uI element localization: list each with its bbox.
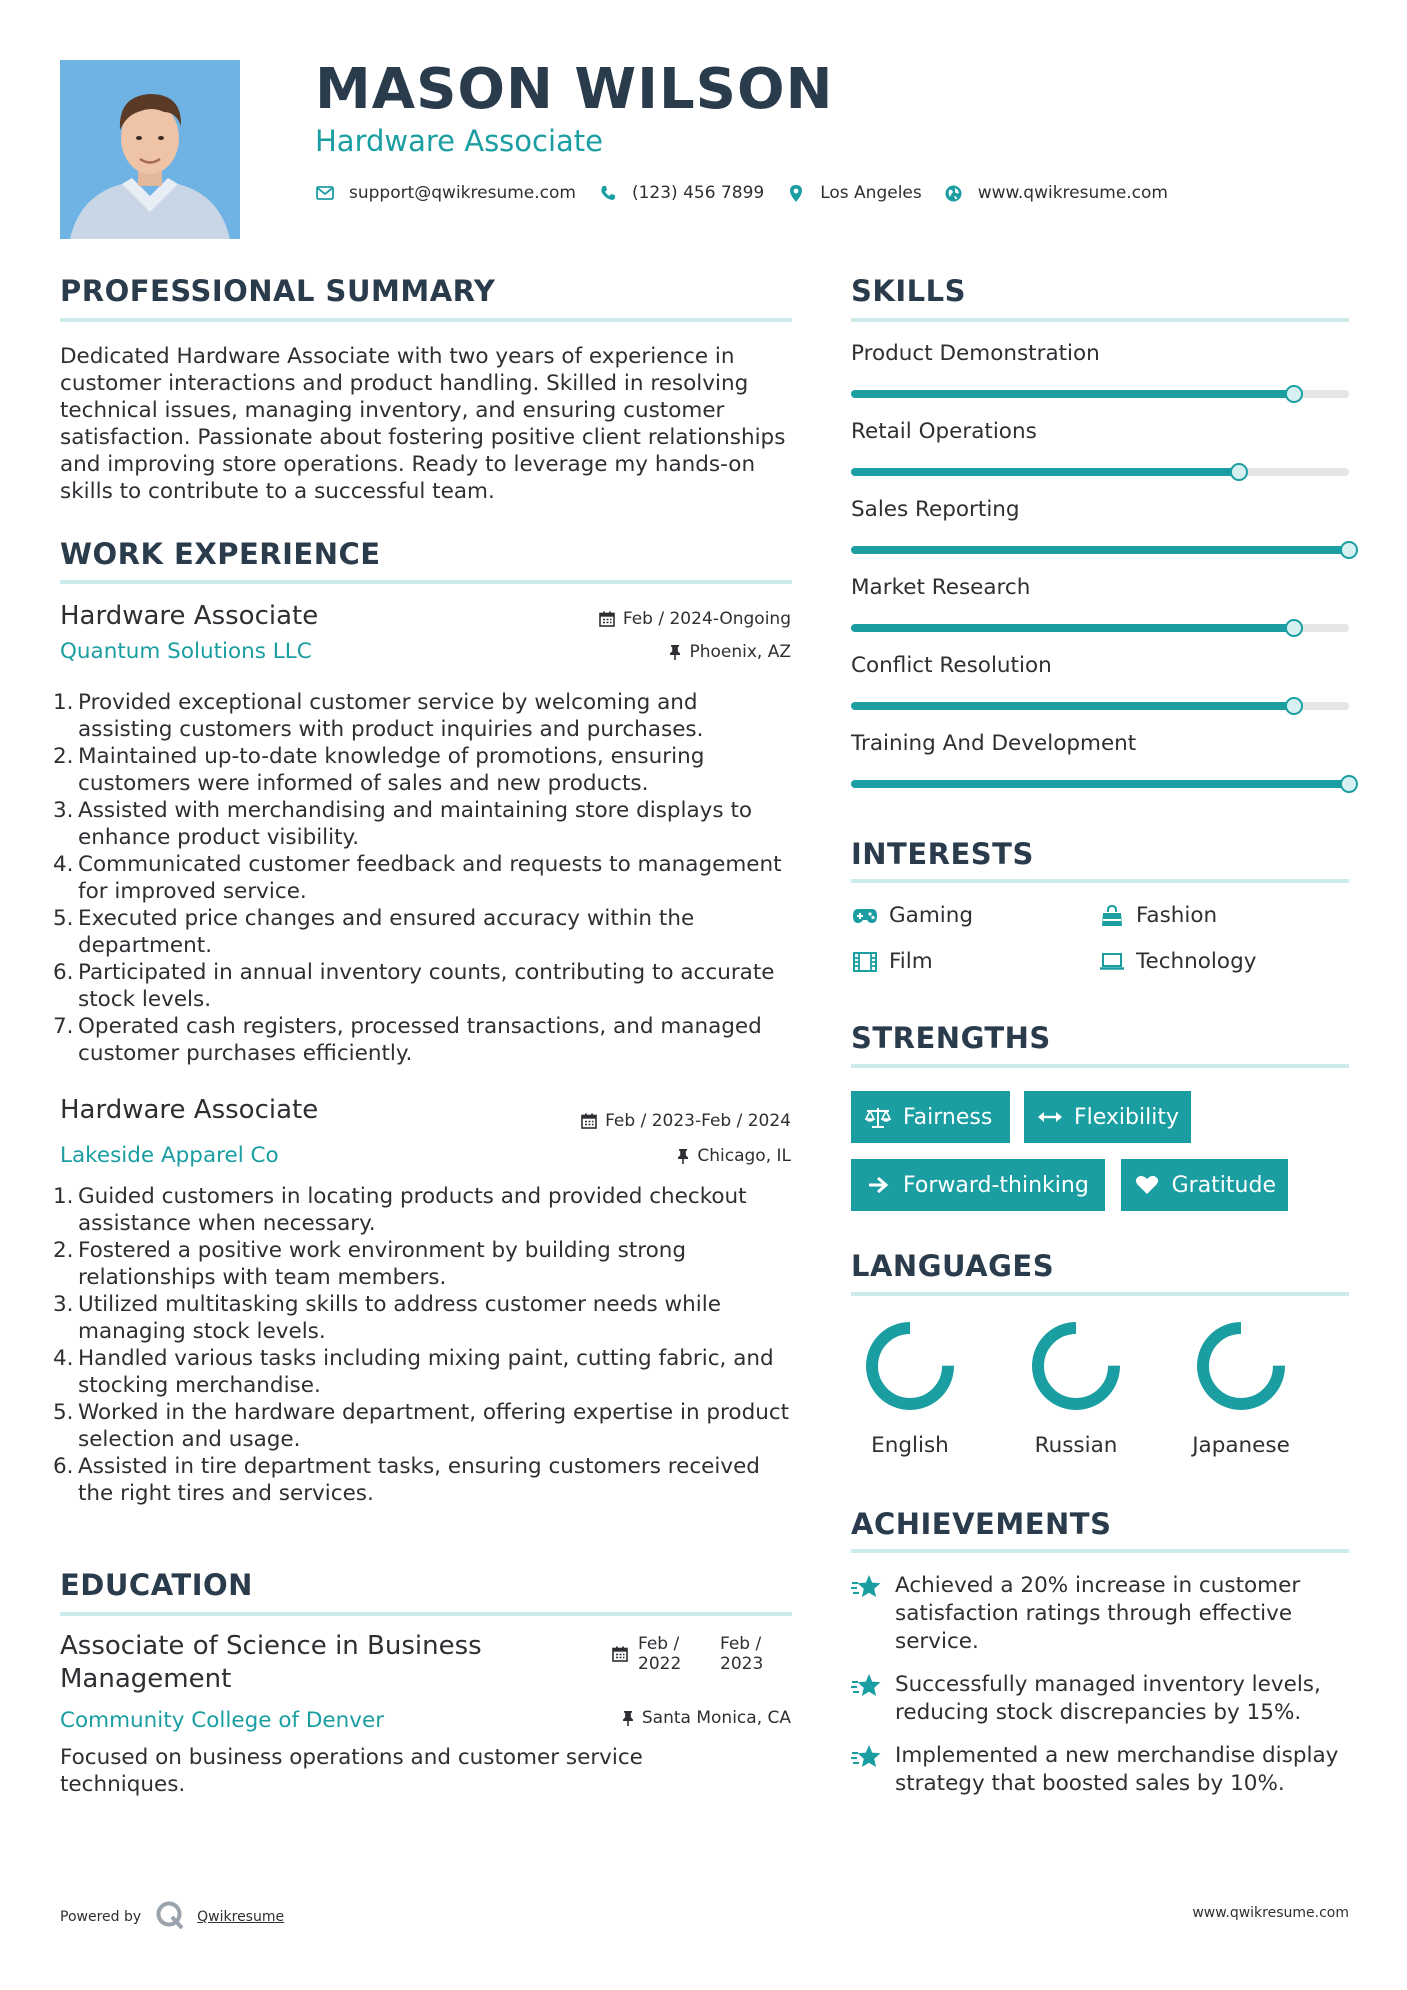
job-dates-text: Feb / 2024-Ongoing	[622, 609, 791, 629]
arrows-horizontal-icon	[1036, 1105, 1064, 1129]
powered-by	[60, 1900, 284, 1934]
star-icon	[851, 1742, 895, 1798]
languages-divider	[851, 1292, 1349, 1296]
job-bullets	[50, 689, 795, 1067]
language-item	[1176, 1318, 1306, 1460]
powered-by-label: Powered by	[60, 1909, 142, 1925]
interest-technology	[1098, 948, 1256, 976]
language-item	[1011, 1318, 1141, 1460]
strength-label: Forward-thinking	[903, 1172, 1089, 1198]
contact-bar	[315, 178, 1190, 208]
skill-bar-track	[851, 624, 1349, 632]
skills-divider	[851, 318, 1349, 322]
list-item: 1. Provided exceptional customer service by welcoming and assisting customers with product inquiries and purchases.	[53, 690, 704, 742]
pushpin-icon	[622, 1710, 634, 1726]
list-item: 3. Utilized multitasking skills to address customer needs while managing stock levels.	[53, 1292, 721, 1344]
calendar-icon	[612, 1646, 628, 1662]
interest-label: Film	[889, 949, 933, 974]
skill-bar-track	[851, 780, 1349, 788]
list-item: 2. Fostered a positive work environment by building strong relationships with team members.	[53, 1238, 687, 1290]
skill-bar-fill	[851, 702, 1294, 710]
interest-gaming	[851, 902, 973, 930]
job-location	[669, 641, 791, 663]
interest-fashion	[1098, 902, 1217, 930]
job-company: Quantum Solutions LLC	[60, 639, 312, 664]
arrow-right-icon	[863, 1173, 893, 1197]
list-item: 2. Maintained up-to-date knowledge of promotions, ensuring customers were informed of sales and new products.	[53, 744, 705, 796]
education-description: Focused on business operations and customer service techniques.	[60, 1745, 643, 1797]
interest-label: Technology	[1136, 949, 1257, 974]
language-label: English	[871, 1433, 949, 1458]
job-dates	[599, 608, 791, 630]
candidate-name: MASON WILSON	[315, 57, 834, 122]
calendar-icon	[599, 611, 615, 627]
achievements-heading: ACHIEVEMENTS	[851, 1507, 1112, 1541]
phone-icon	[598, 183, 618, 203]
list-item: 7. Operated cash registers, processed transactions, and managed customer purchases efficiently.	[53, 1014, 762, 1066]
star-icon	[851, 1572, 895, 1656]
achievement-item	[851, 1742, 1349, 1798]
strength-flexibility	[1024, 1091, 1191, 1143]
achievements-divider	[851, 1549, 1349, 1553]
language-item	[845, 1318, 975, 1460]
achievement-text: Achieved a 20% increase in customer satisfaction ratings through effective service.	[895, 1573, 1301, 1654]
star-icon	[851, 1671, 895, 1727]
education-divider	[60, 1612, 792, 1616]
summary-text: Dedicated Hardware Associate with two years of experience in customer interactions and product handling. Skilled in resolving technical issues, managing inventory, and ensuring customer satisfaction. Passionate about fostering positive client relationships and improving store operations. Ready to leverage my hands-on skills to contribute to a successful team.	[60, 344, 786, 504]
interests-divider	[851, 879, 1349, 883]
language-level-ring	[1028, 1318, 1124, 1414]
list-item: 4. Handled various tasks including mixing paint, cutting fabric, and stocking merchandise.	[53, 1346, 774, 1398]
job-location-text: Chicago, IL	[697, 1146, 791, 1166]
skill-label: Product Demonstration	[851, 341, 1100, 366]
language-label: Russian	[1034, 1433, 1118, 1458]
pushpin-icon	[669, 644, 681, 660]
strength-label: Flexibility	[1074, 1104, 1179, 1130]
skill-bar-fill	[851, 390, 1294, 398]
education-end: Feb / 2023	[720, 1634, 764, 1674]
strength-gratitude	[1121, 1159, 1288, 1211]
skill-bar-track	[851, 390, 1349, 398]
language-level-ring	[862, 1318, 958, 1414]
heart-icon	[1133, 1173, 1162, 1197]
list-item: 6. Assisted in tire department tasks, ensuring customers received the right tires and services.	[53, 1454, 760, 1506]
job-location	[677, 1145, 791, 1167]
degree-title: Associate of Science in Business Management	[60, 1631, 482, 1694]
shopping-bag-icon	[1098, 904, 1126, 928]
list-item: 6. Participated in annual inventory counts, contributing to accurate stock levels.	[53, 960, 775, 1012]
skill-level-handle	[1340, 775, 1358, 793]
skill-bar-fill	[851, 468, 1239, 476]
job-title: Hardware Associate	[60, 601, 319, 631]
interest-label: Gaming	[889, 903, 974, 928]
achievement-text: Implemented a new merchandise display strategy that boosted sales by 10%.	[895, 1743, 1339, 1796]
list-item: 5. Worked in the hardware department, offering expertise in product selection and usage.	[53, 1400, 790, 1452]
strength-label: Fairness	[903, 1104, 993, 1130]
job-title: Hardware Associate	[60, 1095, 319, 1125]
education-location	[622, 1707, 791, 1729]
job-dates	[581, 1110, 791, 1132]
list-item: 1. Guided customers in locating products and provided checkout assistance when necessary.	[53, 1184, 747, 1236]
pushpin-icon	[677, 1148, 689, 1164]
job-location-text: Phoenix, AZ	[689, 642, 791, 662]
skill-label: Market Research	[851, 575, 1031, 600]
contact-website[interactable]: www.qwikresume.com	[977, 183, 1168, 203]
summary-heading: PROFESSIONAL SUMMARY	[60, 274, 496, 308]
qwikresume-logo-icon	[155, 1900, 185, 1934]
education-location-text: Santa Monica, CA	[641, 1708, 791, 1728]
map-marker-icon	[786, 183, 806, 203]
strength-fairness	[851, 1091, 1010, 1143]
education-start: Feb / 2022	[638, 1634, 682, 1674]
list-item: 5. Executed price changes and ensured accuracy within the department.	[53, 906, 695, 958]
skill-bar-fill	[851, 780, 1349, 788]
skill-bar-track	[851, 546, 1349, 554]
skill-label: Retail Operations	[851, 419, 1037, 444]
strengths-divider	[851, 1064, 1349, 1068]
skill-level-handle	[1285, 619, 1303, 637]
skill-bar-track	[851, 468, 1349, 476]
school-name: Community College of Denver	[60, 1708, 385, 1733]
strength-label: Gratitude	[1171, 1172, 1276, 1198]
job-bullets	[50, 1183, 795, 1507]
skill-level-handle	[1340, 541, 1358, 559]
job-company: Lakeside Apparel Co	[60, 1143, 279, 1168]
film-icon	[851, 950, 879, 974]
interest-label: Fashion	[1136, 903, 1218, 928]
globe-icon	[944, 183, 964, 203]
job-dates-text: Feb / 2023-Feb / 2024	[605, 1111, 791, 1131]
achievement-text: Successfully managed inventory levels, reducing stock discrepancies by 15%.	[895, 1672, 1321, 1725]
qwikresume-link[interactable]: Qwikresume	[197, 1909, 285, 1925]
candidate-role: Hardware Associate	[315, 124, 604, 158]
laptop-icon	[1098, 950, 1126, 974]
gamepad-icon	[851, 904, 879, 928]
list-item: 4. Communicated customer feedback and requests to management for improved service.	[53, 852, 782, 904]
list-item: 3. Assisted with merchandising and maintaining store displays to enhance product visibility.	[53, 798, 753, 850]
contact-location: Los Angeles	[820, 183, 922, 203]
skills-heading: SKILLS	[851, 274, 966, 308]
skill-label: Conflict Resolution	[851, 653, 1052, 678]
achievement-item	[851, 1572, 1349, 1656]
language-level-ring	[1193, 1318, 1289, 1414]
skill-level-handle	[1230, 463, 1248, 481]
balance-scale-icon	[863, 1105, 893, 1129]
contact-email[interactable]: support@qwikresume.com	[349, 183, 576, 203]
experience-heading: WORK EXPERIENCE	[60, 537, 381, 571]
language-label: Japanese	[1192, 1433, 1290, 1458]
education-heading: EDUCATION	[60, 1568, 253, 1602]
interests-heading: INTERESTS	[851, 837, 1034, 871]
strength-forward-thinking	[851, 1159, 1105, 1211]
skill-label: Sales Reporting	[851, 497, 1020, 522]
experience-divider	[60, 580, 792, 584]
profile-photo	[60, 60, 240, 239]
calendar-icon	[581, 1113, 597, 1129]
skill-bar-fill	[851, 546, 1349, 554]
languages-heading: LANGUAGES	[851, 1249, 1055, 1283]
contact-phone[interactable]: (123) 456 7899	[631, 183, 765, 203]
skill-level-handle	[1285, 697, 1303, 715]
skill-bar-fill	[851, 624, 1294, 632]
skill-level-handle	[1285, 385, 1303, 403]
skill-bar-track	[851, 702, 1349, 710]
footer-url[interactable]: www.qwikresume.com	[1192, 1905, 1349, 1921]
summary-divider	[60, 318, 792, 322]
envelope-icon	[315, 183, 335, 203]
achievement-item	[851, 1671, 1349, 1727]
strengths-heading: STRENGTHS	[851, 1021, 1051, 1055]
education-dates	[612, 1634, 774, 1674]
skill-label: Training And Development	[851, 731, 1137, 756]
interest-film	[851, 948, 933, 976]
